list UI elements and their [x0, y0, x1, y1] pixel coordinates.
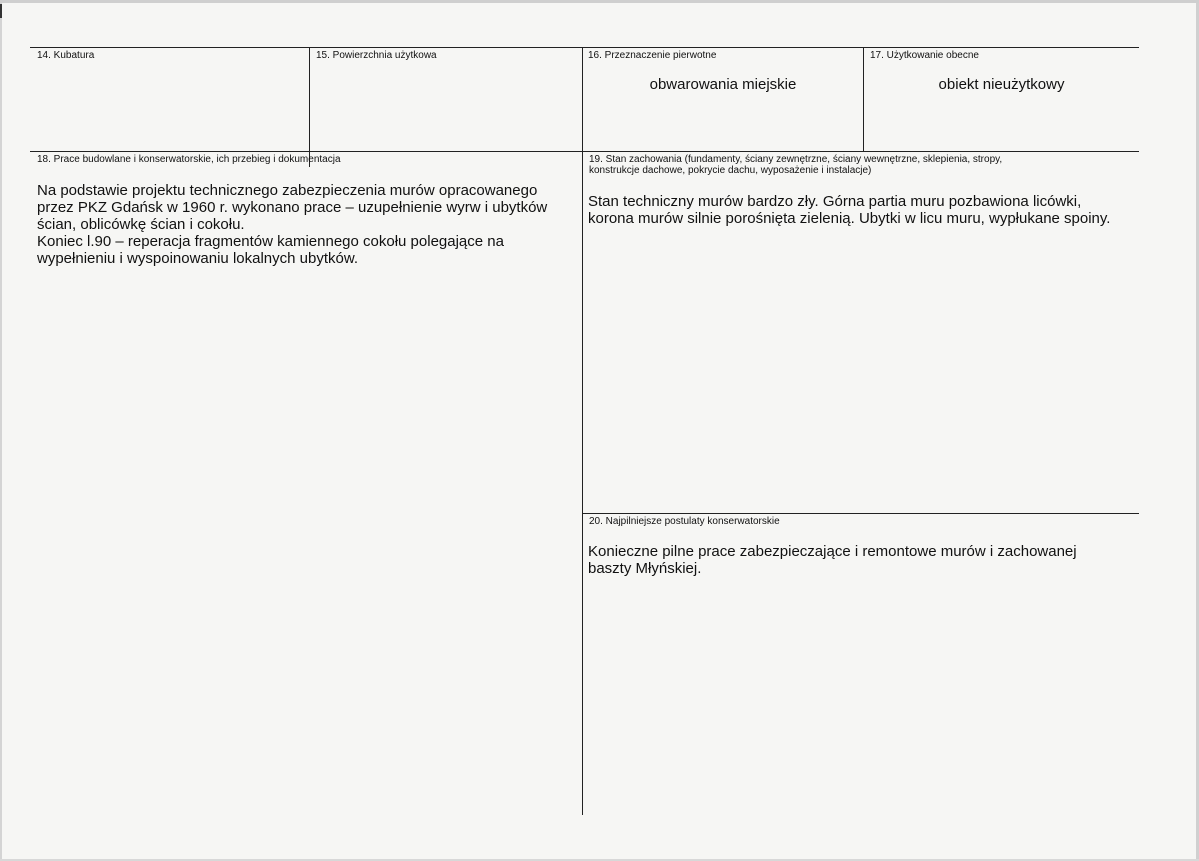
field-16-label: 16. Przeznaczenie pierwotne [588, 50, 717, 61]
field-17-label: 17. Użytkowanie obecne [870, 50, 979, 61]
top-rule [30, 47, 1139, 48]
field-20-label: 20. Najpilniejsze postulaty konserwatorskie [589, 516, 780, 527]
field-17-value: obiekt nieużytkowy [938, 76, 1065, 93]
field-18-label: 18. Prace budowlane i konserwatorskie, ich przebieg i dokumentacja [37, 154, 341, 165]
row-divider [30, 151, 1139, 152]
field-20-value: Konieczne pilne prace zabezpieczające i remontowe murów i zachowanej baszty Młyńskiej. [588, 543, 1077, 577]
field-19-label: 19. Stan zachowania (fundamenty, ściany zewnętrzne, ściany wewnętrzne, sklepienia, stropy, konstrukcje dachowe, pokrycie dachu, wyposażenie i instalacje) [589, 154, 1003, 176]
field-18-value: Na podstawie projektu technicznego zabezpieczenia murów opracowanego przez PKZ Gdańsk w 1960 r. wykonano prace – uzupełnienie wyrw i ubytków ścian, oblicówkę ścian i cokołu. Koniec l.90 – reperacja fragmentów kamiennego cokołu polegające na wypełnieniu i wyspoinowaniu lokalnych ubytków. [37, 182, 548, 267]
col-divider-main [582, 47, 583, 815]
scan-edge-mark [0, 4, 2, 18]
col-divider-14-15 [309, 47, 310, 167]
col-divider-16-17 [863, 47, 864, 151]
section-20-divider [582, 513, 1139, 514]
field-15-label: 15. Powierzchnia użytkowa [316, 50, 437, 61]
field-14-label: 14. Kubatura [37, 50, 95, 61]
field-19-value: Stan techniczny murów bardzo zły. Górna partia muru pozbawiona licówki, korona murów silnie porośnięta zielenią. Ubytki w licu muru, wypłukane spoiny. [588, 193, 1111, 227]
field-16-value: obwarowania miejskie [649, 76, 797, 93]
